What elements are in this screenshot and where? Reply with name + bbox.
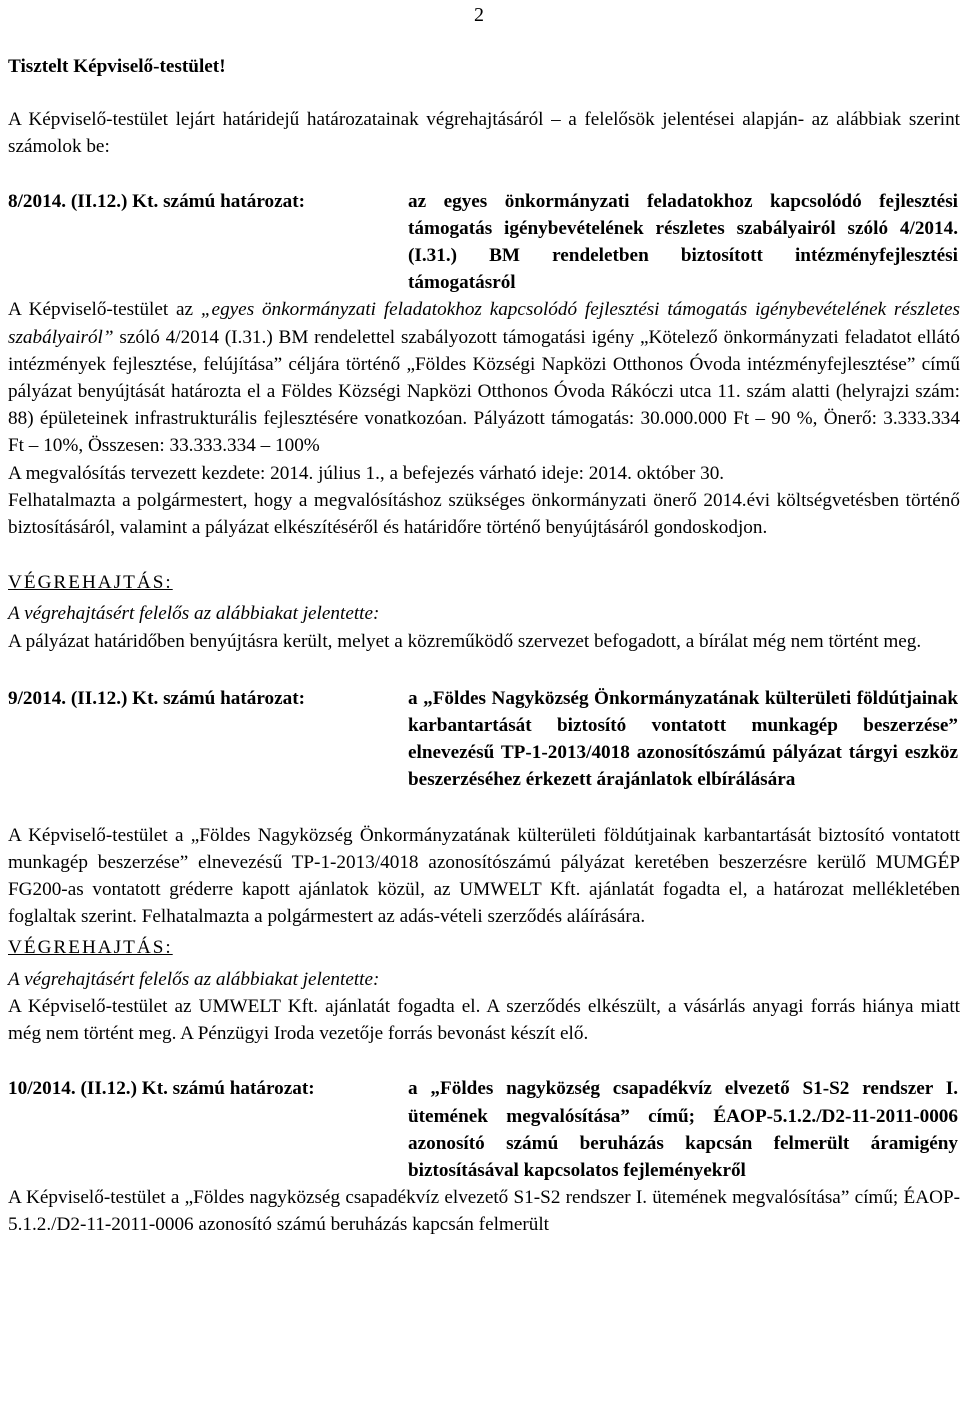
resolution-number: 8/2014. (II.12.) Kt. számú határozat:	[8, 190, 306, 212]
execution-intro: A végrehajtásért felelős az alábbiakat jelentette:	[8, 603, 380, 625]
execution-heading: VÉGREHAJTÁS:	[8, 572, 173, 594]
resolution-number: 10/2014. (II.12.) Kt. számú határozat:	[8, 1078, 315, 1100]
greeting: Tisztelt Képviselő-testület!	[8, 56, 226, 77]
body-text: A Képviselő-testület az	[8, 299, 201, 321]
resolution-number: 9/2014. (II.12.) Kt. számú határozat:	[8, 687, 306, 709]
body-italic-title: „egyes önkormányzati feladatokhoz kapcsolódó fejlesztési támogatás igénybevételének részletes szabályairól”	[8, 299, 960, 348]
resolution-title: a „Földes Nagyközség Önkormányzatának külterületi földútjainak karbantartását biztosító vontatott munkagép beszerzése” elnevezésű TP-1-2013/4018 azonosítószámú pályázat tárgyi eszköz beszerzéséhez érkezett árajánlatok elbírálására	[408, 687, 958, 791]
body-text: szóló 4/2014 (I.31.) BM rendelettel szabályozott támogatási igény „Kötelező önkormányzati feladatot ellátó intézmények fejlesztése, felújítása” céljára történő „Földes Községi Napközi Otthonos Óvoda intézményfejlesztése” című pályázat benyújtását határozta el a Földes Községi Napközi Otthonos Óvoda Rákóczi utca 11. szám alatti (helyrajzi szám: 88) épületeinek infrastrukturális fejlesztésére vonatkozóan. Pályázott támogatás: 30.000.000 Ft – 90 %, Önerő: 3.333.334 Ft – 10%, Összesen: 33.333.334 – 100%	[8, 326, 960, 457]
execution-intro: A végrehajtásért felelős az alábbiakat jelentette:	[8, 968, 380, 990]
resolution-title: a „Földes nagyközség csapadékvíz elvezető S1-S2 rendszer I. ütemének megvalósítása” című; ÉAOP-5.1.2./D2-11-2011-0006 azonosító számú beruházás kapcsán felmerült áramigény biztosításával kapcsolatos fejleményekről	[408, 1078, 958, 1181]
resolution-title: az egyes önkormányzati feladatokhoz kapcsolódó fejlesztési támogatás igénybevételének részletes szabályairól szóló 4/2014. (I.31.) BM rendeletben biztosított intézményfejlesztési támogatásról	[408, 190, 958, 294]
resolution-body: A Képviselő-testület a „Földes Nagyközség Önkormányzatának külterületi földútjainak karbantartását biztosító vontatott munkagép beszerzése” elnevezésű TP-1-2013/4018 azonosítószámú pályázat keretében beszerzésre kerülő MUMGÉP FG200-as vontatott gréderre kapott ajánlatok közül, az UMWELT Kft. ajánlatát fogadta el, a határozat mellékletében foglaltak szerint. Felhatalmazta a polgármestert az adás-vételi szerződés aláírására.	[8, 824, 960, 928]
resolution-9-header	[8, 685, 960, 794]
resolution-10-header	[8, 1075, 960, 1184]
page-number: 2	[474, 4, 484, 26]
resolution-authorization: Felhatalmazta a polgármestert, hogy a megvalósításhoz szükséges önkormányzati önerő 2014.évi költségvetésben történő biztosításáról, valamint a pályázat elkészítéséről és határidőre történő benyújtásáról gondoskodjon.	[8, 489, 960, 539]
resolution-schedule: A megvalósítás tervezett kezdete: 2014. július 1., a befejezés várható ideje: 2014. október 30.	[8, 462, 725, 484]
resolution-body	[8, 296, 960, 459]
resolution-body: A Képviselő-testület a „Földes nagyközség csapadékvíz elvezető S1-S2 rendszer I. ütemének megvalósítása” című; ÉAOP-5.1.2./D2-11-2011-0006 azonosító számú beruházás kapcsán felmerült	[8, 1187, 960, 1236]
intro-paragraph: A Képviselő-testület lejárt határidejű határozatainak végrehajtásáról – a felelősök jelentései alapján- az alábbiak szerint számolok be:	[8, 109, 960, 158]
execution-text: A pályázat határidőben benyújtásra került, melyet a közreműködő szervezet befogadott, a bírálat még nem történt meg.	[8, 630, 922, 652]
execution-text: A Képviselő-testület az UMWELT Kft. ajánlatát fogadta el. A szerződés elkészült, a vásárlás anyagi forrás hiánya miatt még nem történt meg. A Pénzügyi Iroda vezetője forrás bevonást készít elő.	[8, 995, 960, 1045]
execution-heading: VÉGREHAJTÁS:	[8, 937, 173, 959]
resolution-8-header	[8, 188, 960, 297]
document-page	[8, 53, 960, 1239]
